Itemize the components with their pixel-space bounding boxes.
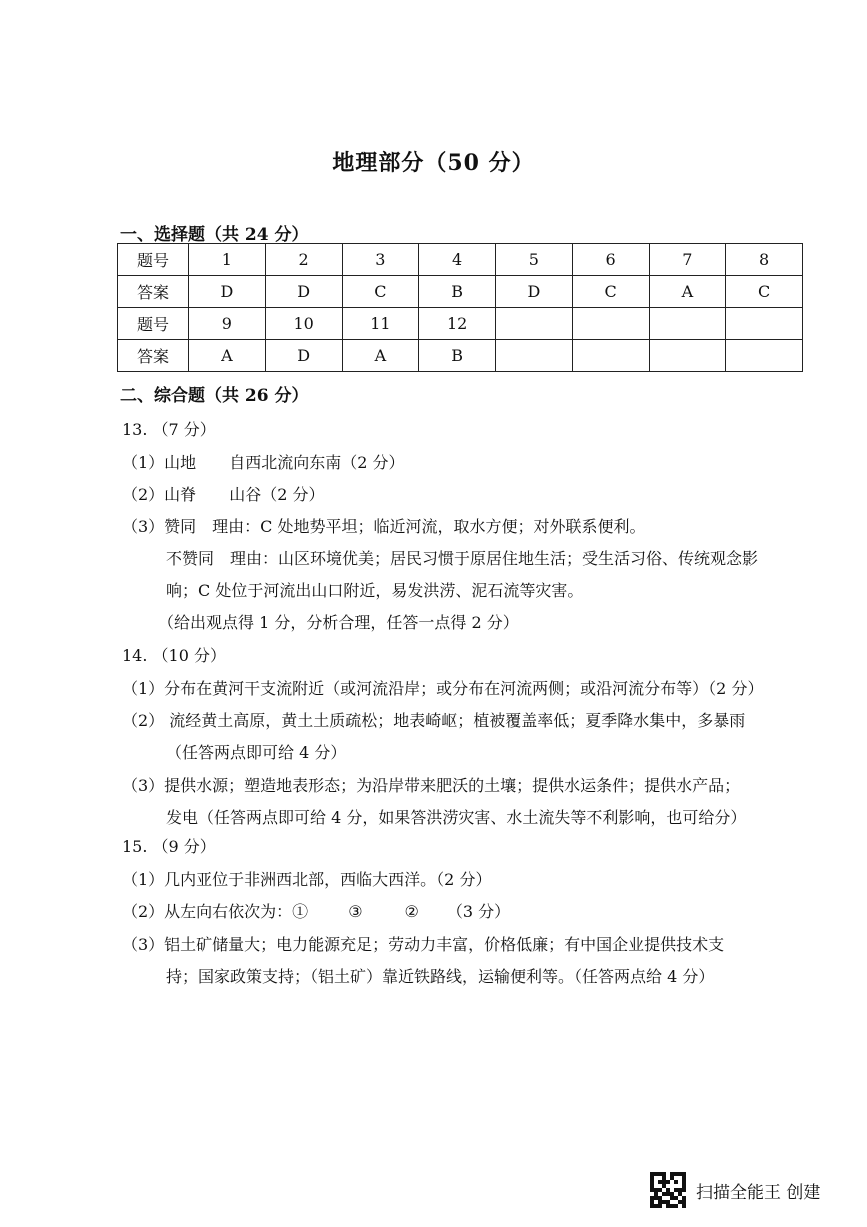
table-cell: C [572,276,649,308]
section-heading-comprehensive: 二、综合题（共 26 分） [120,386,309,406]
q13-part3-c: 响；C 处位于河流出山口附近，易发洪涝、泥石流等灾害。 [166,581,584,600]
table-row [118,276,803,308]
q13-part3-b: 不赞同 理由：山区环境优美；居民习惯于原居住地生活；受生活习俗、传统观念影 [166,549,759,568]
table-cell: 12 [419,308,496,340]
q14-part2: （2） 流经黄土高原，黄土土质疏松；地表崎岖；植被覆盖率低；夏季降水集中，多暴雨 [122,711,746,730]
q15-part3-b: 持；国家政策支持；（铝土矿）靠近铁路线，运输便利等。（任答两点给 4 分） [166,967,715,986]
table-cell: 4 [419,244,496,276]
table-cell [572,308,649,340]
scanner-watermark [650,1172,820,1208]
q15-part2-b: ③ [348,902,363,921]
table-cell: B [419,340,496,372]
answer-table [117,243,803,372]
table-cell: 答案 [118,276,189,308]
table-cell: 题号 [118,308,189,340]
q15-part2-d: （3 分） [446,902,511,921]
table-cell: 答案 [118,340,189,372]
table-cell: 10 [265,308,342,340]
table-cell: 7 [649,244,726,276]
q15-part2-c: ② [404,902,419,921]
q13-part1-b: 自西北流向东南（2 分） [229,453,405,472]
table-cell: 6 [572,244,649,276]
table-row [118,308,803,340]
q14-part3: （3）提供水源；塑造地表形态；为沿岸带来肥沃的土壤；提供水运条件；提供水产品； [122,776,741,795]
q15-part3: （3）铝土矿储量大；电力能源充足；劳动力丰富，价格低廉；有中国企业提供技术支 [122,935,725,954]
q14-header: 14. （10 分） [122,646,226,665]
scanner-label: 扫描全能王 创建 [696,1182,821,1203]
table-cell: D [496,276,573,308]
table-cell [496,340,573,372]
q14-part2-b: （任答两点即可给 4 分） [166,743,347,762]
table-cell [496,308,573,340]
table-cell: A [342,340,419,372]
q14-part3-b: 发电（任答两点即可给 4 分，如果答洪涝灾害、水土流失等不利影响，也可给分） [166,808,747,827]
q13-part3: （3）赞同 理由：C 处地势平坦；临近河流，取水方便；对外联系便利。 [122,517,646,536]
table-cell: B [419,276,496,308]
q13-part1 [122,453,404,472]
q15-part2 [122,902,510,921]
qr-code-icon [650,1172,686,1208]
table-cell: A [649,276,726,308]
q13-header: 13. （7 分） [122,420,216,439]
table-cell: 3 [342,244,419,276]
table-row [118,340,803,372]
table-cell [726,308,803,340]
q15-part1: （1）几内亚位于非洲西北部，西临大西洋。（2 分） [122,870,492,889]
table-cell: 11 [342,308,419,340]
table-cell: 5 [496,244,573,276]
table-cell: 9 [189,308,266,340]
q13-part2 [122,485,324,504]
table-cell: C [726,276,803,308]
table-cell [649,340,726,372]
q15-header: 15. （9 分） [122,837,216,856]
table-cell: 1 [189,244,266,276]
table-cell: A [189,340,266,372]
q13-part1-a: （1）山地 [122,453,197,472]
table-cell [572,340,649,372]
page-title: 地理部分（50 分） [332,150,535,176]
table-row [118,244,803,276]
table-cell: D [265,276,342,308]
q13-part2-b: 山谷（2 分） [229,485,325,504]
table-cell: 8 [726,244,803,276]
table-cell: D [189,276,266,308]
q13-part3-d: （给出观点得 1 分，分析合理，任答一点得 2 分） [158,613,519,632]
table-cell [726,340,803,372]
table-cell: C [342,276,419,308]
table-cell: D [265,340,342,372]
table-cell [649,308,726,340]
q13-part2-a: （2）山脊 [122,485,197,504]
table-cell: 2 [265,244,342,276]
table-cell: 题号 [118,244,189,276]
q14-part1: （1）分布在黄河干支流附近（或河流沿岸；或分布在河流两侧；或沿河流分布等）（2 分） [122,679,764,698]
q15-part2-a: （2）从左向右依次为：① [122,902,309,921]
section-heading-choice: 一、选择题（共 24 分） [120,225,309,245]
